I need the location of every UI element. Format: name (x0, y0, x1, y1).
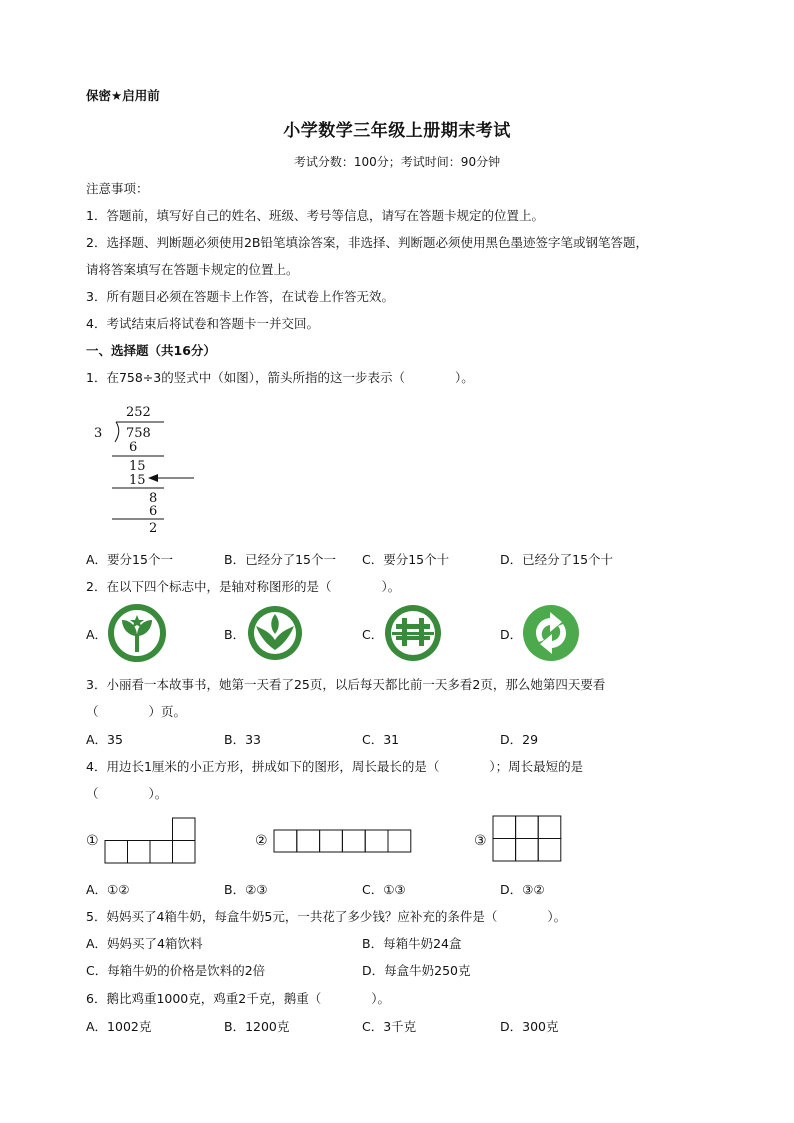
q6-option-b[interactable]: B．1200克 (224, 1019, 290, 1034)
gate-emblem-icon (384, 604, 442, 662)
long-division-figure (86, 398, 206, 538)
q3-option-b[interactable]: B．33 (224, 732, 261, 747)
note-item-4: 4．考试结束后将试卷和答题卡一并交回。 (86, 316, 319, 331)
note-item-2-cont: 请将答案填写在答题卡规定的位置上。 (86, 262, 299, 277)
section-heading-choice: 一、选择题（共16分） (86, 343, 216, 358)
division-step-2: 15 (129, 459, 146, 474)
figure-label-2: ② (255, 833, 268, 849)
q5-option-b[interactable]: B．每箱牛奶24盒 (362, 936, 462, 951)
note-item-2: 2．选择题、判断题必须使用2B铅笔填涂答案，非选择、判断题必须使用黑色墨迹签字笔或钢笔答题， (86, 235, 648, 250)
q6-option-a[interactable]: A．1002克 (86, 1019, 152, 1034)
q1-option-b[interactable]: B．已经分了15个一 (224, 552, 336, 567)
dividend-text: 758 (126, 426, 151, 441)
q6-stem: 6．鹅比鸡重1000克，鸡重2千克，鹅重（ ）。 (86, 991, 390, 1006)
q2-label-b[interactable]: B． (224, 627, 246, 642)
q4-option-c[interactable]: C．①③ (362, 882, 406, 897)
division-step-1: 6 (129, 440, 138, 455)
quotient-text: 252 (126, 405, 151, 420)
q2-label-d[interactable]: D． (500, 627, 523, 642)
note-item-1: 1．答题前，填写好自己的姓名、班级、考号等信息，请写在答题卡规定的位置上。 (86, 208, 544, 223)
recycle-arrow-icon (522, 604, 580, 662)
division-step-3: 15 (129, 473, 146, 488)
exam-subtitle: 考试分数：100分；考试时间：90分钟 (293, 155, 501, 169)
divisor-text: 3 (94, 426, 103, 441)
q6-option-d[interactable]: D．300克 (500, 1019, 559, 1034)
q1-option-c[interactable]: C．要分15个十 (362, 552, 450, 567)
figure-label-3: ③ (474, 833, 487, 849)
q3-stem-cont: （ ）页。 (86, 704, 187, 719)
confidential-label: 保密★启用前 (86, 88, 160, 103)
leaf-emblem-icon (246, 604, 304, 662)
q2-stem: 2．在以下四个标志中，是轴对称图形的是（ ）。 (86, 579, 401, 594)
q5-stem: 5．妈妈买了4箱牛奶，每盒牛奶5元，一共花了多少钱？应补充的条件是（ ）。 (86, 909, 567, 924)
q4-option-a[interactable]: A．①② (86, 882, 130, 897)
q3-option-d[interactable]: D．29 (500, 732, 539, 747)
note-item-3: 3．所有题目必须在答题卡上作答，在试卷上作答无效。 (86, 289, 394, 304)
square-figure-3 (492, 815, 562, 862)
q3-stem: 3．小丽看一本故事书，她第一天看了25页，以后每天都比前一天多看2页，那么她第四天要看 (86, 677, 606, 692)
notes-heading: 注意事项： (86, 181, 149, 196)
exam-title: 小学数学三年级上册期末考试 (283, 121, 511, 141)
q3-option-c[interactable]: C．31 (362, 732, 400, 747)
q2-label-a[interactable]: A． (86, 627, 108, 642)
q4-stem: 4．用边长1厘米的小正方形，拼成如下的图形，周长最长的是（ ）；周长最短的是 (86, 759, 584, 774)
q4-stem-cont: （ ）。 (86, 786, 168, 801)
q1-option-d[interactable]: D．已经分了15个十 (500, 552, 614, 567)
division-step-6: 2 (149, 521, 158, 536)
q5-option-c[interactable]: C．每箱牛奶的价格是饮料的2倍 (86, 963, 266, 978)
q1-stem: 1．在758÷3的竖式中（如图），箭头所指的这一步表示（ ）。 (86, 370, 474, 385)
square-figure-2 (273, 829, 412, 853)
square-figure-1 (104, 817, 197, 864)
q2-label-c[interactable]: C． (362, 627, 384, 642)
q3-option-a[interactable]: A．35 (86, 732, 123, 747)
q5-option-d[interactable]: D．每盒牛奶250克 (362, 963, 471, 978)
q1-option-a[interactable]: A．要分15个一 (86, 552, 173, 567)
figure-label-1: ① (86, 833, 99, 849)
sprout-logo-icon (108, 604, 166, 662)
q5-option-a[interactable]: A．妈妈买了4箱饮料 (86, 936, 203, 951)
division-step-4: 8 (149, 491, 158, 506)
q4-option-d[interactable]: D．③② (500, 882, 545, 897)
division-step-5: 6 (149, 504, 158, 519)
q4-option-b[interactable]: B．②③ (224, 882, 268, 897)
arrow-icon (148, 474, 158, 482)
q6-option-c[interactable]: C．3千克 (362, 1019, 417, 1034)
